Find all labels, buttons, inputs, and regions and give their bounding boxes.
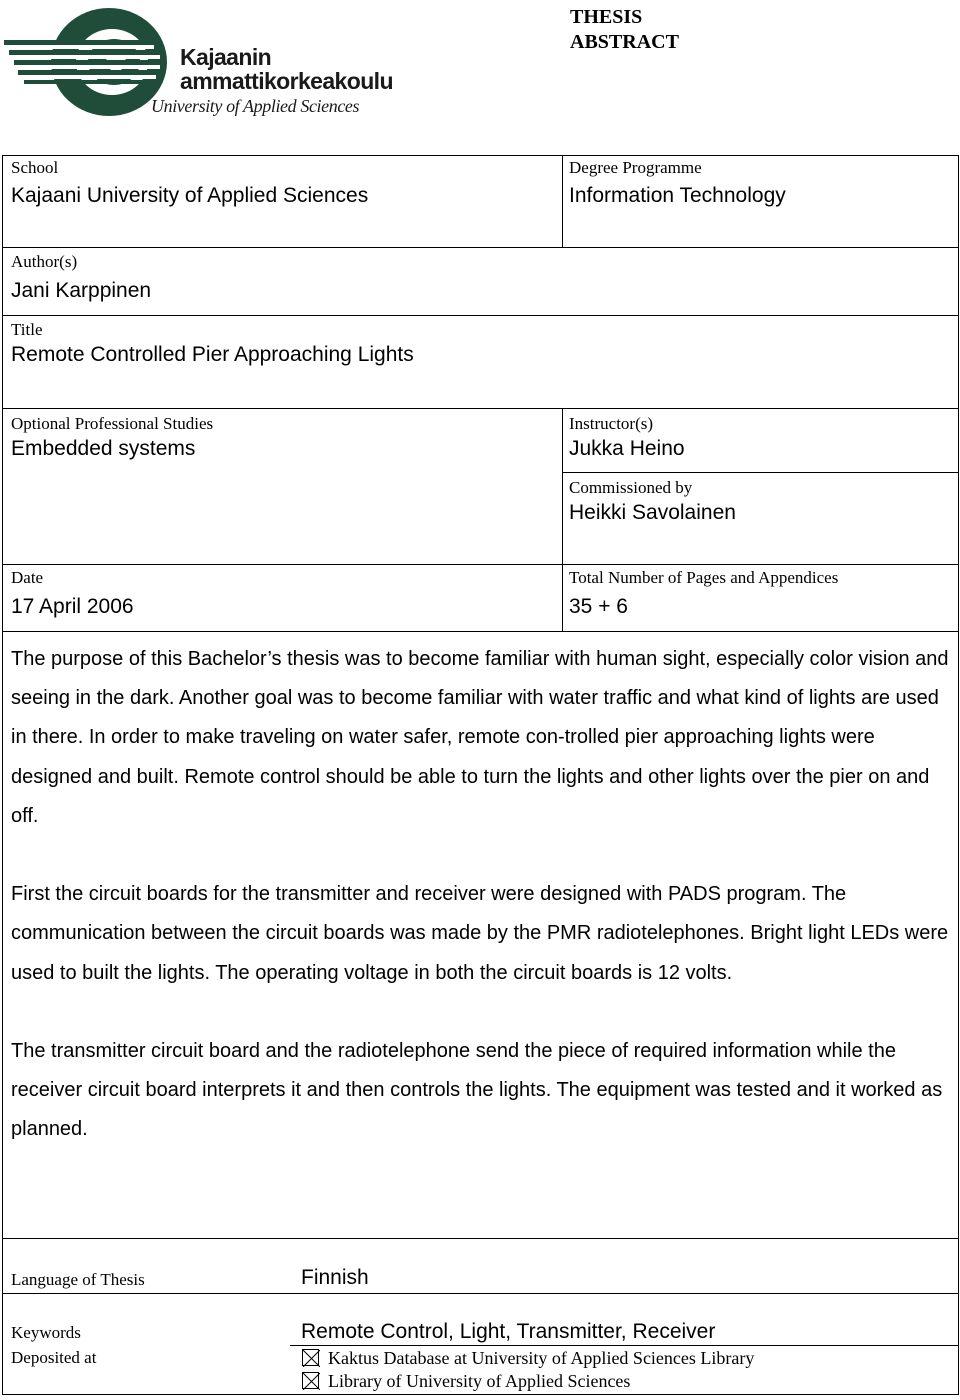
commissioned-label: Commissioned by xyxy=(569,478,693,497)
date-value: 17 April 2006 xyxy=(11,595,134,618)
checked-checkbox-icon[interactable] xyxy=(302,1349,319,1366)
logo-text-line1: Kajaanin xyxy=(180,44,272,70)
row-divider xyxy=(2,315,959,316)
form-border-right xyxy=(958,155,959,1395)
keywords-value: Remote Control, Light, Transmitter, Receiver xyxy=(301,1320,716,1343)
authors-value: Jani Karppinen xyxy=(11,279,152,302)
column-divider xyxy=(562,408,563,631)
deposit-option-library[interactable] xyxy=(302,1370,630,1392)
keywords-label: Keywords xyxy=(11,1323,81,1342)
row-divider xyxy=(2,408,959,409)
title-label: Title xyxy=(11,320,43,339)
document-type-line2: ABSTRACT xyxy=(570,31,679,53)
deposit-option-kaktus-label: Kaktus Database at University of Applied Sciences Library xyxy=(328,1348,755,1368)
commissioned-value: Heikki Savolainen xyxy=(569,501,736,524)
instructor-value: Jukka Heino xyxy=(569,437,685,460)
title-value: Remote Controlled Pier Approaching Lights xyxy=(11,343,414,366)
degree-value: Information Technology xyxy=(569,184,786,207)
studies-value: Embedded systems xyxy=(11,437,196,460)
document-type-line1: THESIS xyxy=(570,6,643,28)
instructor-label: Instructor(s) xyxy=(569,414,654,433)
checked-checkbox-icon[interactable] xyxy=(302,1372,319,1389)
degree-label: Degree Programme xyxy=(569,158,702,177)
deposit-option-kaktus[interactable] xyxy=(302,1347,754,1369)
university-logo xyxy=(4,4,399,122)
row-divider xyxy=(2,247,959,248)
logo-text-line2: ammattikorkeakoulu xyxy=(180,68,393,94)
document-type xyxy=(570,5,679,55)
logo-text-line3: University of Applied Sciences xyxy=(151,96,360,116)
studies-label: Optional Professional Studies xyxy=(11,414,214,433)
abstract-paragraph-1: The purpose of this Bachelor’s thesis was to become familiar with human sight, especially color vision and seeing in the dark. Another goal was to become familiar with water traffic and what kind of lights are used in there. In order to make traveling on water safer, remote con-trolled pier approaching lights were designed and built. Remote control should be able to turn the lights and other lights over the pier on and off. xyxy=(11,648,949,827)
abstract-paragraph-2: First the circuit boards for the transmitter and receiver were designed with PADS program. The communication between the circuit boards was made by the PMR radiotelephones. Bright light LEDs were used to built the lights. The operating voltage in both the circuit boards is 12 volts. xyxy=(11,883,949,984)
abstract-text xyxy=(11,640,951,1189)
row-divider xyxy=(562,472,959,473)
row-divider xyxy=(290,1345,959,1346)
form-border-bottom xyxy=(2,1394,959,1395)
abstract-paragraph-3: The transmitter circuit board and the radiotelephone send the piece of required information while the receiver circuit board interprets it and then controls the lights. The equipment was tested and it worked as planned. xyxy=(11,1040,943,1141)
deposit-option-library-label: Library of University of Applied Sciences xyxy=(328,1371,631,1391)
logo-emblem-icon xyxy=(4,4,174,122)
deposited-label: Deposited at xyxy=(11,1348,97,1367)
row-divider xyxy=(2,1238,959,1239)
language-value: Finnish xyxy=(301,1266,369,1289)
pages-value: 35 + 6 xyxy=(569,595,628,618)
row-divider xyxy=(2,564,959,565)
form-border-top xyxy=(2,155,959,156)
school-value: Kajaani University of Applied Sciences xyxy=(11,184,369,207)
date-label: Date xyxy=(11,568,44,587)
row-divider xyxy=(2,631,959,632)
authors-label: Author(s) xyxy=(11,252,78,271)
school-label: School xyxy=(11,158,59,177)
pages-label: Total Number of Pages and Appendices xyxy=(569,568,839,587)
column-divider xyxy=(562,155,563,247)
form-border-left xyxy=(2,155,3,1395)
language-label: Language of Thesis xyxy=(11,1270,145,1289)
row-divider xyxy=(2,1293,959,1294)
